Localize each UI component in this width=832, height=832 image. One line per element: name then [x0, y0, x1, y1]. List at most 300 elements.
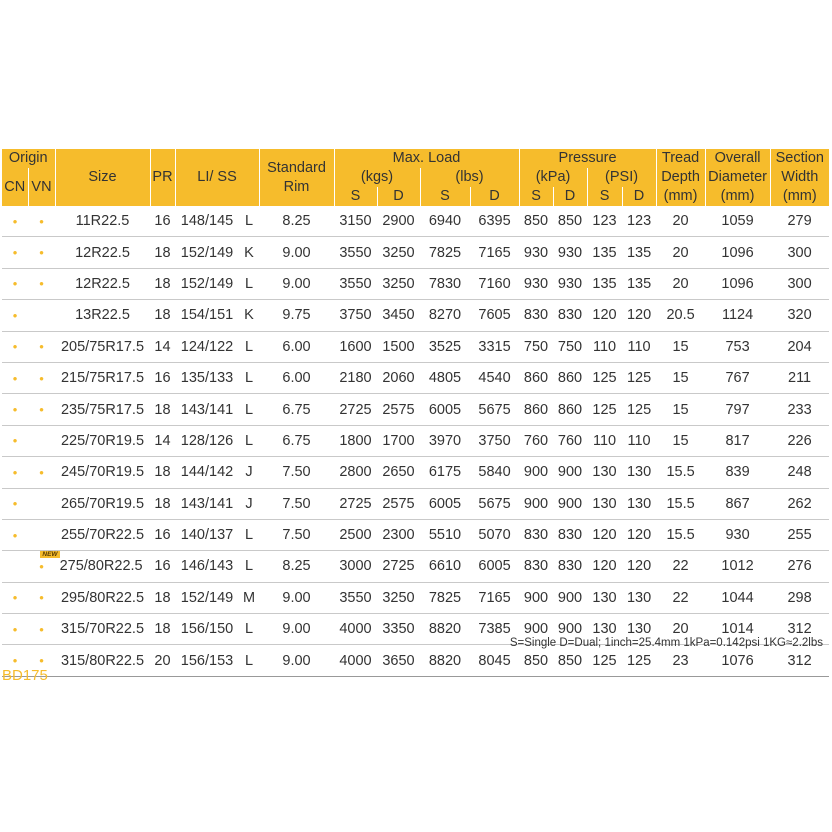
header-kpa-d: D [553, 187, 587, 206]
origin-vn-dot [28, 237, 55, 268]
pressure-kpa-dual-cell-text: 900 [557, 495, 583, 512]
load-index-cell-text: 135/133 [180, 370, 234, 387]
pressure-kpa-dual-cell [553, 519, 587, 550]
load-kgs-dual-cell [377, 457, 420, 488]
pressure-kpa-single-cell-text: 930 [523, 244, 549, 261]
overall-diameter-cell [705, 457, 770, 488]
load-kgs-dual-cell [377, 362, 420, 393]
load-lbs-single-cell-text: 8820 [428, 621, 462, 638]
size-cell [55, 457, 150, 488]
pressure-kpa-dual-cell [553, 394, 587, 425]
pressure-psi-single-cell [587, 425, 622, 456]
pressure-kpa-single-cell [519, 488, 553, 519]
pressure-psi-single-cell [587, 268, 622, 299]
legend-note: S=Single D=Dual; 1inch=25.4mm 1kPa=0.142psi 1KG≈2.2lbs [509, 637, 823, 649]
pressure-psi-single-cell-text: 120 [592, 307, 617, 324]
size-cell-text: 255/70R22.5 [60, 527, 145, 544]
pressure-kpa-dual-cell-text: 930 [557, 275, 583, 292]
pressure-psi-single-cell-text: 130 [592, 495, 617, 512]
pressure-kpa-dual-cell [553, 331, 587, 362]
standard-rim-cell-text: 9.00 [282, 589, 311, 606]
section-width-cell-text: 300 [787, 244, 812, 261]
pressure-psi-dual-cell-text: 130 [626, 464, 652, 481]
table-header [2, 149, 829, 206]
load-kgs-single-cell-text: 2180 [339, 370, 372, 387]
size-cell-text: 315/70R22.5 [60, 621, 145, 638]
load-lbs-single-cell-text: 8270 [428, 307, 462, 324]
pressure-kpa-dual-cell-text: 850 [557, 213, 583, 230]
load-lbs-single-cell-text: 7825 [428, 589, 462, 606]
load-kgs-dual-cell [377, 268, 420, 299]
size-cell [55, 268, 150, 299]
pressure-kpa-single-cell-text: 900 [523, 621, 549, 638]
pressure-psi-dual-cell [622, 457, 656, 488]
pressure-psi-dual-cell [622, 394, 656, 425]
size-cell-text: 205/75R17.5 [60, 338, 145, 355]
size-cell [55, 300, 150, 331]
pressure-kpa-single-cell-text: 860 [523, 401, 549, 418]
overall-diameter-cell-text: 1076 [721, 652, 754, 669]
pressure-psi-dual-cell-text: 125 [626, 370, 652, 387]
load-index-cell [175, 551, 239, 582]
size-cell [55, 519, 150, 550]
section-width-cell-text: 279 [787, 213, 812, 230]
standard-rim-cell-text: 9.00 [282, 652, 311, 669]
load-kgs-single-cell-text: 3550 [339, 589, 372, 606]
pressure-kpa-dual-cell-text: 900 [557, 589, 583, 606]
load-kgs-dual-cell-text: 1500 [382, 338, 415, 355]
overall-diameter-cell-text: 817 [725, 432, 750, 449]
origin-cn-dot [2, 268, 28, 299]
standard-rim-cell [259, 394, 334, 425]
load-lbs-dual-cell-text: 7160 [478, 275, 511, 292]
overall-diameter-cell-text: 867 [725, 495, 750, 512]
load-kgs-single-cell [334, 488, 377, 519]
section-width-cell-text: 276 [787, 558, 812, 575]
header-kpa-s: S [519, 187, 553, 206]
pressure-kpa-dual-cell [553, 300, 587, 331]
tread-depth-cell [656, 206, 705, 237]
overall-diameter-cell [705, 488, 770, 519]
speed-symbol-cell-text: M [242, 589, 256, 606]
section-width-cell-text: 300 [787, 275, 812, 292]
tread-depth-cell [656, 457, 705, 488]
origin-cn-dot-text: • [12, 621, 18, 637]
standard-rim-cell-text: 7.50 [282, 495, 311, 512]
header-lbs-d: D [470, 187, 519, 206]
tread-depth-cell-text: 22 [672, 589, 689, 606]
section-width-cell [770, 394, 829, 425]
load-kgs-single-cell [334, 206, 377, 237]
pr-cell-text: 18 [154, 244, 171, 261]
load-lbs-single-cell-text: 6175 [428, 464, 462, 481]
load-lbs-single-cell-text: 6005 [428, 401, 462, 418]
origin-cn-dot-text: • [12, 370, 18, 386]
standard-rim-cell-text: 7.50 [282, 464, 311, 481]
table-row [2, 551, 829, 582]
section-width-cell [770, 425, 829, 456]
pressure-psi-dual-cell-text: 125 [626, 401, 652, 418]
origin-cn-dot [2, 582, 28, 613]
header-kpa: (kPa) [519, 168, 587, 187]
pr-cell-text: 18 [154, 495, 171, 512]
pr-cell-text: 16 [154, 558, 171, 575]
pressure-psi-single-cell [587, 582, 622, 613]
pressure-kpa-dual-cell-text: 830 [557, 307, 583, 324]
pressure-kpa-dual-cell-text: 860 [557, 401, 583, 418]
load-kgs-dual-cell [377, 425, 420, 456]
standard-rim-cell-text: 6.75 [282, 401, 311, 418]
pressure-psi-single-cell-text: 110 [592, 338, 617, 355]
pr-cell-text: 14 [154, 432, 171, 449]
pressure-psi-single-cell [587, 488, 622, 519]
origin-vn-dot [28, 268, 55, 299]
overall-diameter-cell [705, 300, 770, 331]
header-kgs-d: D [377, 187, 420, 206]
pressure-psi-single-cell-text: 110 [592, 432, 617, 449]
origin-vn-dot-text: • [39, 213, 44, 229]
overall-diameter-cell [705, 331, 770, 362]
tread-depth-cell-text: 15 [672, 370, 689, 387]
pressure-psi-single-cell [587, 394, 622, 425]
pressure-psi-dual-cell-text: 135 [626, 275, 652, 292]
header-tread-depth: Tread Depth [656, 149, 705, 187]
pr-cell [150, 206, 175, 237]
load-kgs-single-cell-text: 3000 [339, 558, 372, 575]
pressure-kpa-single-cell-text: 860 [523, 370, 549, 387]
pressure-psi-single-cell-text: 123 [592, 213, 617, 230]
load-index-cell-text: 152/149 [180, 589, 234, 606]
header-max-load: Max. Load [334, 149, 519, 168]
load-index-cell-text: 143/141 [180, 495, 234, 512]
pressure-psi-single-cell-text: 120 [592, 558, 617, 575]
load-kgs-single-cell-text: 3550 [339, 275, 372, 292]
size-cell-text: 265/70R19.5 [60, 495, 145, 512]
size-cell [55, 645, 150, 676]
load-lbs-single-cell-text: 7825 [428, 244, 462, 261]
load-index-cell [175, 614, 239, 645]
header-lbs: (lbs) [420, 168, 519, 187]
size-cell-text: 11R22.5 [75, 213, 130, 230]
load-index-cell [175, 645, 239, 676]
load-kgs-single-cell [334, 300, 377, 331]
pr-cell-text: 18 [154, 621, 171, 638]
size-cell-text: 315/80R22.5 [60, 652, 145, 669]
speed-symbol-cell-text: L [244, 275, 254, 292]
size-cell [55, 488, 150, 519]
load-index-cell-text: 152/149 [180, 244, 234, 261]
load-index-cell [175, 300, 239, 331]
load-index-cell [175, 519, 239, 550]
load-kgs-dual-cell-text: 3250 [382, 589, 415, 606]
standard-rim-cell-text: 6.00 [282, 370, 311, 387]
new-badge: NEW [42, 551, 58, 559]
table-row [2, 362, 829, 393]
load-lbs-dual-cell-text: 6395 [478, 213, 511, 230]
load-kgs-dual-cell [377, 237, 420, 268]
pressure-psi-dual-cell [622, 551, 656, 582]
origin-vn-dot [28, 519, 55, 550]
load-kgs-single-cell-text: 4000 [339, 621, 372, 638]
load-kgs-single-cell-text: 3150 [339, 213, 372, 230]
load-lbs-single-cell [420, 551, 470, 582]
tread-depth-cell [656, 425, 705, 456]
load-index-cell [175, 206, 239, 237]
pressure-psi-single-cell-text: 125 [592, 370, 617, 387]
load-kgs-dual-cell [377, 331, 420, 362]
pressure-psi-single-cell [587, 300, 622, 331]
load-kgs-dual-cell [377, 582, 420, 613]
header-pressure: Pressure [519, 149, 656, 168]
load-lbs-dual-cell [470, 394, 519, 425]
pressure-psi-dual-cell [622, 206, 656, 237]
load-kgs-single-cell [334, 457, 377, 488]
pressure-kpa-single-cell [519, 394, 553, 425]
pressure-kpa-dual-cell [553, 362, 587, 393]
load-kgs-dual-cell [377, 519, 420, 550]
pressure-kpa-single-cell-text: 830 [523, 558, 549, 575]
pressure-kpa-dual-cell [553, 206, 587, 237]
pressure-psi-single-cell [587, 457, 622, 488]
origin-cn-dot-text: • [12, 245, 18, 261]
overall-diameter-cell-text: 1044 [721, 589, 754, 606]
tire-spec-table [2, 149, 829, 677]
pressure-psi-single-cell-text: 120 [592, 527, 617, 544]
tread-depth-cell [656, 237, 705, 268]
pressure-psi-dual-cell-text: 120 [626, 307, 652, 324]
load-index-cell [175, 488, 239, 519]
pressure-psi-single-cell [587, 362, 622, 393]
origin-cn-dot [2, 206, 28, 237]
section-width-cell [770, 551, 829, 582]
origin-vn-dot [28, 300, 55, 331]
origin-vn-dot-text: • [39, 370, 44, 386]
load-index-cell-text: 148/145 [180, 213, 234, 230]
load-index-cell-text: 128/126 [180, 432, 234, 449]
pressure-kpa-single-cell [519, 331, 553, 362]
section-width-cell-text: 320 [787, 307, 812, 324]
tread-depth-cell [656, 488, 705, 519]
pressure-kpa-dual-cell-text: 830 [557, 558, 583, 575]
pr-cell [150, 645, 175, 676]
load-kgs-single-cell-text: 2500 [339, 527, 372, 544]
load-lbs-dual-cell-text: 7165 [478, 244, 511, 261]
pressure-psi-single-cell [587, 237, 622, 268]
load-lbs-dual-cell-text: 3750 [478, 432, 511, 449]
size-cell [55, 614, 150, 645]
pressure-kpa-dual-cell-text: 750 [557, 338, 583, 355]
standard-rim-cell [259, 551, 334, 582]
pressure-psi-dual-cell-text: 135 [626, 244, 652, 261]
overall-diameter-cell-text: 1096 [721, 275, 754, 292]
load-index-cell-text: 156/150 [180, 621, 234, 638]
load-lbs-dual-cell [470, 488, 519, 519]
load-kgs-single-cell [334, 268, 377, 299]
speed-symbol-cell-text: L [244, 652, 254, 669]
pressure-psi-dual-cell-text: 110 [627, 432, 651, 449]
speed-symbol-cell [239, 551, 259, 582]
load-kgs-single-cell [334, 645, 377, 676]
section-width-cell [770, 457, 829, 488]
overall-diameter-cell [705, 268, 770, 299]
origin-vn-dot [28, 331, 55, 362]
table-row [2, 206, 829, 237]
load-lbs-dual-cell [470, 645, 519, 676]
origin-cn-dot-text: • [12, 527, 18, 543]
pressure-psi-dual-cell-text: 130 [626, 589, 652, 606]
load-lbs-dual-cell-text: 7385 [478, 621, 511, 638]
pr-cell-text: 18 [154, 307, 171, 324]
load-kgs-dual-cell-text: 2575 [382, 401, 415, 418]
load-index-cell-text: 146/143 [180, 558, 234, 575]
load-lbs-single-cell [420, 237, 470, 268]
load-lbs-dual-cell [470, 300, 519, 331]
section-width-cell [770, 582, 829, 613]
load-lbs-dual-cell-text: 4540 [478, 370, 511, 387]
load-kgs-dual-cell-text: 3250 [382, 275, 415, 292]
origin-cn-dot [2, 519, 28, 550]
load-kgs-single-cell-text: 2725 [339, 495, 372, 512]
origin-vn-dot [28, 425, 55, 456]
load-kgs-dual-cell-text: 3250 [382, 244, 415, 261]
header-standard-rim: Standard Rim [259, 149, 334, 206]
overall-diameter-cell-text: 1012 [721, 558, 754, 575]
standard-rim-cell [259, 331, 334, 362]
origin-vn-dot [28, 206, 55, 237]
pressure-kpa-dual-cell-text: 900 [557, 621, 583, 638]
table-row [2, 488, 829, 519]
header-vn: VN [28, 168, 55, 206]
speed-symbol-cell [239, 268, 259, 299]
section-width-cell [770, 331, 829, 362]
standard-rim-cell-text: 9.00 [282, 275, 311, 292]
pressure-kpa-single-cell [519, 551, 553, 582]
pressure-psi-single-cell [587, 206, 622, 237]
pressure-kpa-dual-cell-text: 760 [557, 432, 583, 449]
pr-cell [150, 362, 175, 393]
pressure-kpa-dual-cell [553, 425, 587, 456]
section-width-cell [770, 362, 829, 393]
load-kgs-dual-cell-text: 2575 [382, 495, 415, 512]
pr-cell-text: 18 [154, 589, 171, 606]
load-kgs-single-cell-text: 2800 [339, 464, 372, 481]
pressure-psi-dual-cell-text: 123 [626, 213, 652, 230]
load-kgs-single-cell-text: 3750 [339, 307, 372, 324]
standard-rim-cell [259, 519, 334, 550]
load-lbs-single-cell-text: 6005 [428, 495, 462, 512]
origin-cn-dot [2, 425, 28, 456]
pressure-kpa-dual-cell [553, 237, 587, 268]
load-kgs-dual-cell [377, 206, 420, 237]
speed-symbol-cell-text: J [245, 495, 253, 512]
load-lbs-single-cell [420, 614, 470, 645]
header-od-unit: (mm) [705, 187, 770, 206]
pressure-kpa-single-cell [519, 300, 553, 331]
load-kgs-single-cell [334, 331, 377, 362]
load-kgs-single-cell-text: 2725 [339, 401, 372, 418]
speed-symbol-cell [239, 425, 259, 456]
speed-symbol-cell-text: L [244, 621, 254, 638]
load-lbs-single-cell-text: 8820 [428, 652, 462, 669]
tread-depth-cell [656, 519, 705, 550]
load-kgs-single-cell [334, 237, 377, 268]
pressure-psi-single-cell-text: 135 [592, 275, 617, 292]
pressure-psi-dual-cell [622, 268, 656, 299]
pressure-kpa-single-cell [519, 425, 553, 456]
size-cell [55, 394, 150, 425]
pressure-psi-dual-cell [622, 488, 656, 519]
pr-cell-text: 16 [154, 527, 171, 544]
pr-cell-text: 20 [154, 652, 171, 669]
standard-rim-cell-text: 9.75 [282, 307, 311, 324]
standard-rim-cell-text: 8.25 [282, 213, 311, 230]
load-kgs-single-cell [334, 551, 377, 582]
section-width-cell-text: 248 [787, 464, 812, 481]
tread-depth-cell-text: 15.5 [666, 464, 695, 481]
size-cell-text: 295/80R22.5 [60, 589, 145, 606]
speed-symbol-cell-text: K [244, 307, 254, 324]
load-kgs-dual-cell-text: 3650 [382, 652, 415, 669]
load-lbs-single-cell-text: 7830 [428, 275, 462, 292]
size-cell-text: 275/80R22.5 [59, 558, 143, 575]
speed-symbol-cell [239, 457, 259, 488]
pressure-kpa-single-cell-text: 900 [523, 495, 549, 512]
pressure-psi-dual-cell [622, 645, 656, 676]
load-index-cell-text: 156/153 [180, 652, 234, 669]
load-kgs-single-cell [334, 582, 377, 613]
load-kgs-single-cell [334, 519, 377, 550]
pr-cell [150, 425, 175, 456]
section-width-cell-text: 312 [787, 652, 812, 669]
overall-diameter-cell [705, 582, 770, 613]
pressure-psi-dual-cell-text: 130 [626, 495, 652, 512]
load-kgs-dual-cell [377, 488, 420, 519]
load-lbs-dual-cell [470, 582, 519, 613]
load-lbs-single-cell-text: 3970 [428, 432, 462, 449]
overall-diameter-cell-text: 1059 [721, 213, 754, 230]
pr-cell-text: 18 [154, 464, 171, 481]
header-kgs: (kgs) [334, 168, 420, 187]
load-kgs-single-cell [334, 425, 377, 456]
load-kgs-dual-cell [377, 551, 420, 582]
standard-rim-cell [259, 645, 334, 676]
origin-cn-dot [2, 237, 28, 268]
origin-cn-dot [2, 488, 28, 519]
pressure-kpa-single-cell [519, 457, 553, 488]
load-kgs-dual-cell-text: 3350 [382, 621, 415, 638]
load-lbs-single-cell [420, 645, 470, 676]
pressure-kpa-dual-cell [553, 268, 587, 299]
section-width-cell-text: 211 [788, 370, 812, 387]
header-tread-unit: (mm) [656, 187, 705, 206]
load-index-cell [175, 457, 239, 488]
speed-symbol-cell [239, 237, 259, 268]
load-lbs-single-cell [420, 300, 470, 331]
origin-cn-dot-text: • [12, 433, 18, 449]
pressure-psi-dual-cell [622, 237, 656, 268]
load-kgs-dual-cell-text: 3450 [382, 307, 415, 324]
pressure-kpa-single-cell [519, 582, 553, 613]
pressure-kpa-dual-cell [553, 551, 587, 582]
origin-cn-dot [2, 457, 28, 488]
load-lbs-dual-cell-text: 8045 [478, 652, 511, 669]
tread-depth-cell [656, 582, 705, 613]
tread-depth-cell [656, 394, 705, 425]
header-origin: Origin [2, 149, 55, 168]
origin-cn-dot-text: • [12, 276, 18, 292]
speed-symbol-cell [239, 394, 259, 425]
section-width-cell-text: 262 [787, 495, 812, 512]
